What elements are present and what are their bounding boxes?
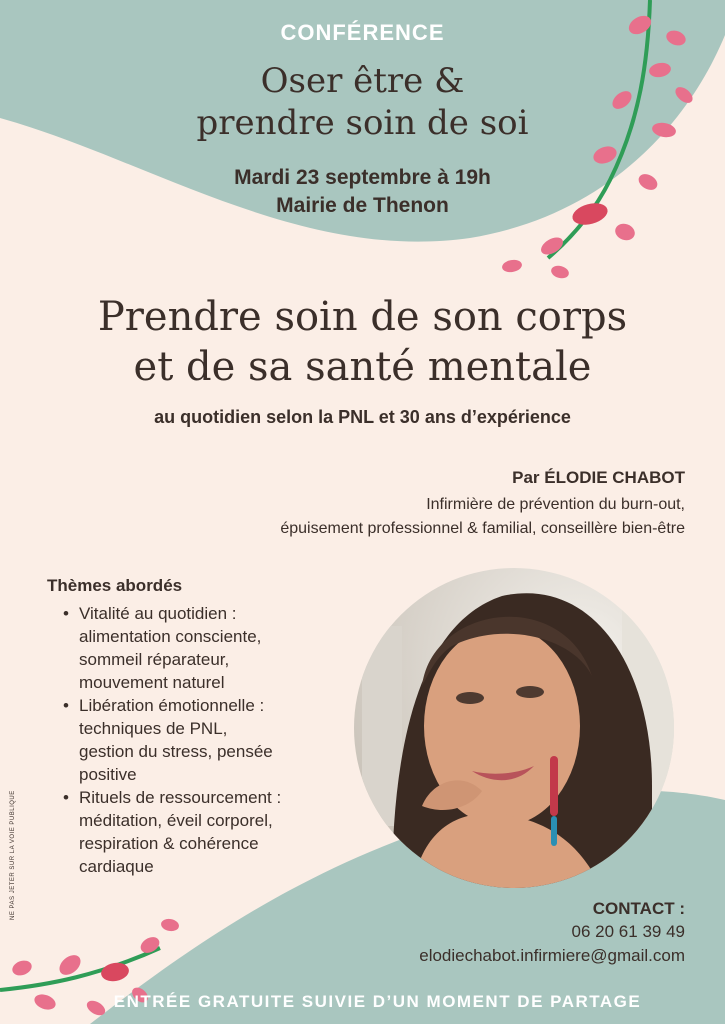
theme-line: Libération émotionnelle : bbox=[79, 696, 265, 715]
theme-line: Vitalité au quotidien : bbox=[79, 604, 237, 623]
themes-list bbox=[47, 602, 347, 878]
theme-item bbox=[47, 602, 347, 694]
speaker-photo bbox=[352, 566, 676, 890]
bullet-icon: • bbox=[63, 788, 69, 807]
contact-block bbox=[419, 898, 685, 968]
main-title-line2: et de sa santé mentale bbox=[133, 344, 592, 390]
contact-phone[interactable]: 06 20 61 39 49 bbox=[571, 922, 685, 941]
footer-banner: ENTRÉE GRATUITE SUIVIE D’UN MOMENT DE PARTAGE bbox=[113, 992, 642, 1011]
conference-title bbox=[0, 60, 725, 144]
theme-line: Rituels de ressourcement : bbox=[79, 788, 282, 807]
conference-title-line1: Oser être & bbox=[260, 61, 465, 101]
main-title bbox=[0, 292, 725, 392]
bullet-icon: • bbox=[63, 604, 69, 623]
conference-kicker: CONFÉRENCE bbox=[280, 20, 445, 45]
speaker-role bbox=[125, 493, 685, 541]
theme-line: alimentation consciente, bbox=[79, 627, 262, 646]
themes-section bbox=[47, 576, 347, 878]
themes-title: Thèmes abordés bbox=[47, 576, 183, 595]
theme-line: sommeil réparateur, bbox=[79, 650, 230, 669]
event-info bbox=[0, 164, 725, 220]
contact-email[interactable]: elodiechabot.infirmiere@gmail.com bbox=[419, 946, 685, 965]
speaker-role-line2: épuisement professionnel & familial, conseillère bien-être bbox=[280, 520, 685, 537]
theme-line: positive bbox=[79, 765, 137, 784]
main-subtitle: au quotidien selon la PNL et 30 ans d’expérience bbox=[154, 407, 571, 427]
event-place: Mairie de Thenon bbox=[276, 194, 449, 217]
side-disclaimer: NE PAS JETER SUR LA VOIE PUBLIQUE bbox=[10, 790, 16, 920]
contact-title: CONTACT : bbox=[592, 899, 685, 918]
theme-line: méditation, éveil corporel, bbox=[79, 811, 273, 830]
theme-item bbox=[47, 694, 347, 786]
theme-line: gestion du stress, pensée bbox=[79, 742, 273, 761]
speaker-byline: Par ÉLODIE CHABOT bbox=[512, 468, 685, 487]
theme-line: mouvement naturel bbox=[79, 673, 225, 692]
bullet-icon: • bbox=[63, 696, 69, 715]
theme-line: techniques de PNL, bbox=[79, 719, 228, 738]
conference-title-line2: prendre soin de soi bbox=[196, 103, 529, 143]
speaker-role-line1: Infirmière de prévention du burn-out, bbox=[426, 496, 685, 513]
main-title-line1: Prendre soin de son corps bbox=[97, 294, 628, 340]
theme-item bbox=[47, 786, 347, 878]
theme-line: respiration & cohérence bbox=[79, 834, 259, 853]
event-date: Mardi 23 septembre à 19h bbox=[234, 166, 491, 189]
theme-line: cardiaque bbox=[79, 857, 154, 876]
